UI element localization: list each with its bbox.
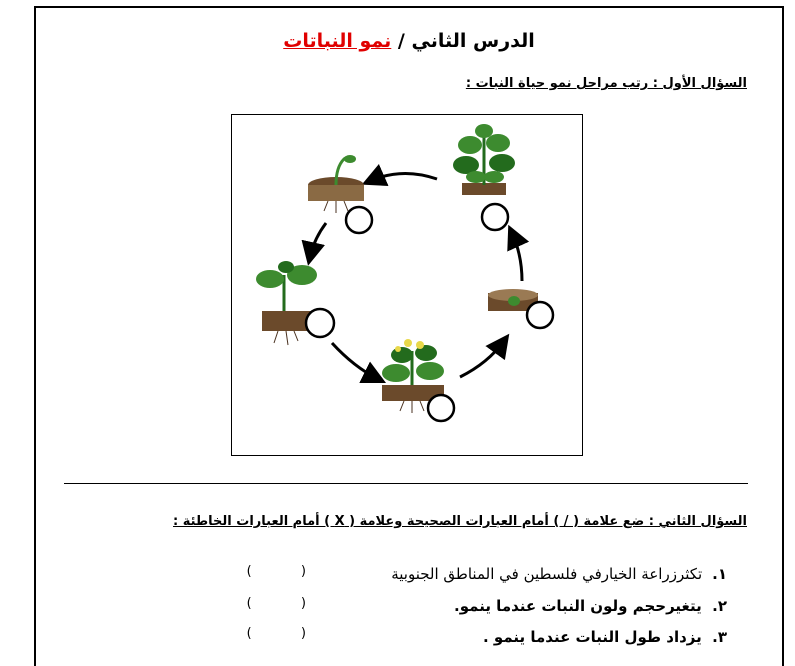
lesson-prefix: الدرس الثاني /	[397, 30, 535, 52]
cycle-svg	[232, 115, 582, 455]
answer-box-2[interactable]: ( )	[245, 596, 308, 611]
lesson-title	[34, 30, 784, 52]
plant-life-cycle-diagram	[231, 114, 583, 456]
question-2: السؤال الثاني : ضع علامة ( / ) أمام العبارات الصحيحة وعلامة ( X ) أمام العبارات الخاطئة :	[173, 514, 747, 529]
lesson-topic: نمو النباتات	[283, 30, 392, 52]
cycle-arrow	[332, 343, 378, 379]
sprout-icon	[308, 155, 364, 213]
stage-answer-circle[interactable]	[346, 207, 372, 233]
cycle-arrow	[310, 223, 326, 257]
stage-answer-circle[interactable]	[428, 395, 454, 421]
statement-text: يزداد طول النبات عندما ينمو .	[483, 628, 702, 646]
seedling-icon	[256, 261, 317, 345]
cycle-arrow	[512, 233, 522, 281]
statement-3	[483, 628, 727, 646]
stage-answer-circle[interactable]	[527, 302, 553, 328]
statement-text: يتغيرحجم ولون النبات عندما ينمو.	[454, 597, 702, 615]
section-divider	[64, 483, 748, 484]
answer-box-1[interactable]: ( )	[245, 564, 308, 579]
cycle-arrow	[460, 341, 504, 377]
statement-number: ٣.	[712, 628, 727, 646]
statement-2	[454, 597, 727, 615]
statement-1	[391, 565, 727, 583]
statement-number: ٢.	[712, 597, 727, 615]
bushy-plant-icon	[453, 124, 515, 195]
cycle-arrow	[370, 173, 437, 181]
statement-number: ١.	[712, 565, 727, 583]
stage-answer-circle[interactable]	[482, 204, 508, 230]
statement-text: تكثرزراعة الخيارفي فلسطين في المناطق الجنوبية	[391, 565, 703, 583]
answer-box-3[interactable]: ( )	[245, 626, 308, 641]
stage-answer-circle[interactable]	[306, 309, 334, 337]
question-1: السؤال الأول : رتب مراحل نمو حياة النبات :	[465, 76, 747, 91]
